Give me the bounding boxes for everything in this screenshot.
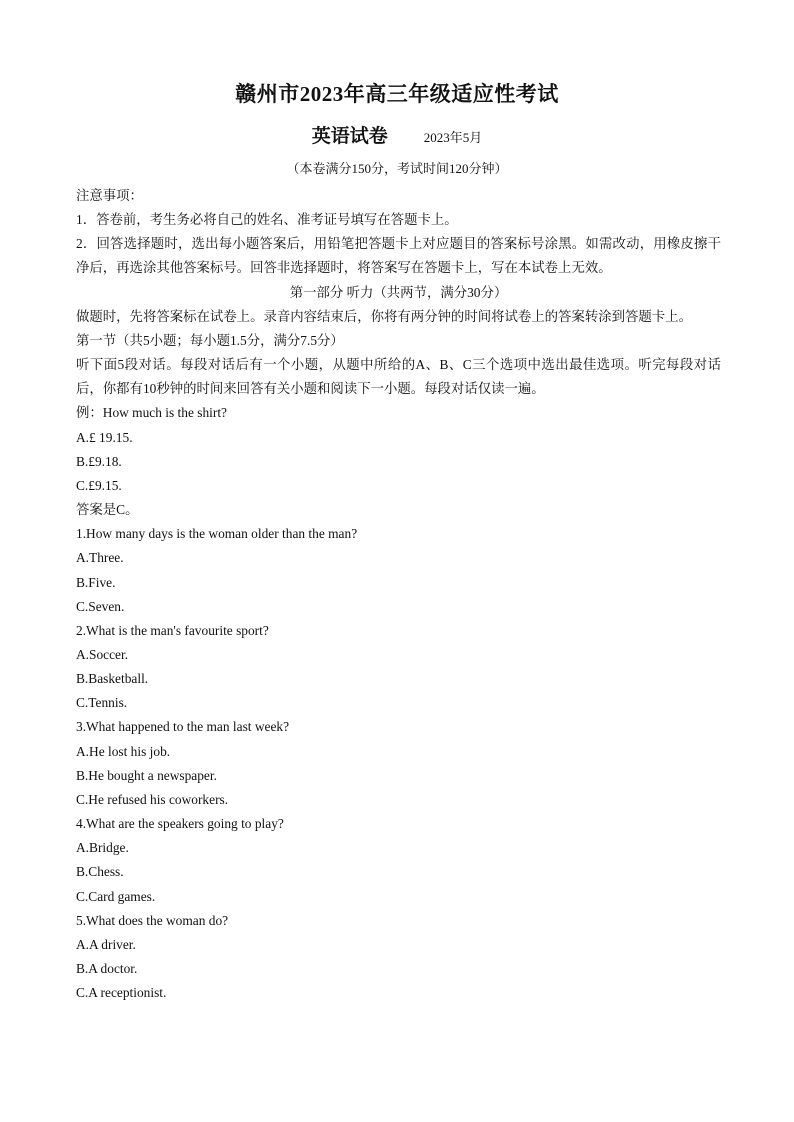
subtitle-row <box>0 121 794 148</box>
exam-note: （本卷满分150分，考试时间120分钟） <box>286 161 508 176</box>
question-3-option-c: C.He refused his coworkers. <box>76 791 229 807</box>
example-option-b: B.£9.18. <box>76 453 122 469</box>
question-1: 1.How many days is the woman older than the man? <box>76 526 358 542</box>
question-2-option-c: C.Tennis. <box>76 695 128 711</box>
question-2-option-a: A.Soccer. <box>76 646 129 662</box>
question-1-option-a: A.Three. <box>76 550 124 566</box>
question-3-option-a: A.He lost his job. <box>76 743 171 759</box>
question-4-option-c: C.Card games. <box>76 888 156 904</box>
question-3: 3.What happened to the man last week? <box>76 719 290 735</box>
notice-heading: 注意事项： <box>76 188 143 203</box>
exam-body <box>76 184 721 1005</box>
example-answer: 答案是C。 <box>76 502 139 518</box>
notice-item-1: 1．答卷前，考生务必将自己的姓名、准考证号填写在答题卡上。 <box>76 212 458 228</box>
question-5-option-b: B.A doctor. <box>76 961 138 976</box>
question-3-option-b: B.He bought a newspaper. <box>76 767 217 783</box>
section1-heading: 第一节（共5小题；每小题1.5分，满分7.5分） <box>76 332 344 348</box>
part1-instruction: 做题时，先将答案标在试卷上。录音内容结束后，你将有两分钟的时间将试卷上的答案转涂到答题卡上。 <box>76 308 692 324</box>
question-4: 4.What are the speakers going to play? <box>76 816 284 832</box>
question-5-option-a: A.A driver. <box>76 936 136 952</box>
exam-title: 赣州市2023年高三年级适应性考试 <box>235 82 559 106</box>
question-5-option-c: C.A receptionist. <box>76 985 167 1001</box>
part1-heading: 第一部分 听力（共两节，满分30分） <box>289 284 508 300</box>
subject-title: 英语试卷 <box>311 126 388 147</box>
question-5: 5.What does the woman do? <box>76 912 229 928</box>
question-1-option-b: B.Five. <box>76 574 116 590</box>
example-option-a: A.£ 19.15. <box>76 429 133 445</box>
question-4-option-b: B.Chess. <box>76 864 124 880</box>
notice-item-2: 2．回答选择题时，选出每小题答案后，用铅笔把答题卡上对应题目的答案标号涂黑。如需改动，用橡皮擦干净后，再选涂其他答案标号。回答非选择题时，将答案写在答题卡上，写在本试卷上无效。 <box>76 236 721 276</box>
question-4-option-a: A.Bridge. <box>76 840 129 856</box>
question-2: 2.What is the man's favourite sport? <box>76 622 269 638</box>
example-question: 例：How much is the shirt? <box>76 405 227 421</box>
example-option-c: C.£9.15. <box>76 477 122 493</box>
question-2-option-b: B.Basketball. <box>76 671 149 687</box>
exam-date: 2023年5月 <box>423 130 483 145</box>
section1-instruction: 听下面5段对话。每段对话后有一个小题，从题中所给的A、B、C三个选项中选出最佳选项。听完每段对话后，你都有10秒钟的时间来回答有关小题和阅读下一小题。每段对话仅读一遍。 <box>76 357 721 397</box>
question-1-option-c: C.Seven. <box>76 598 125 614</box>
